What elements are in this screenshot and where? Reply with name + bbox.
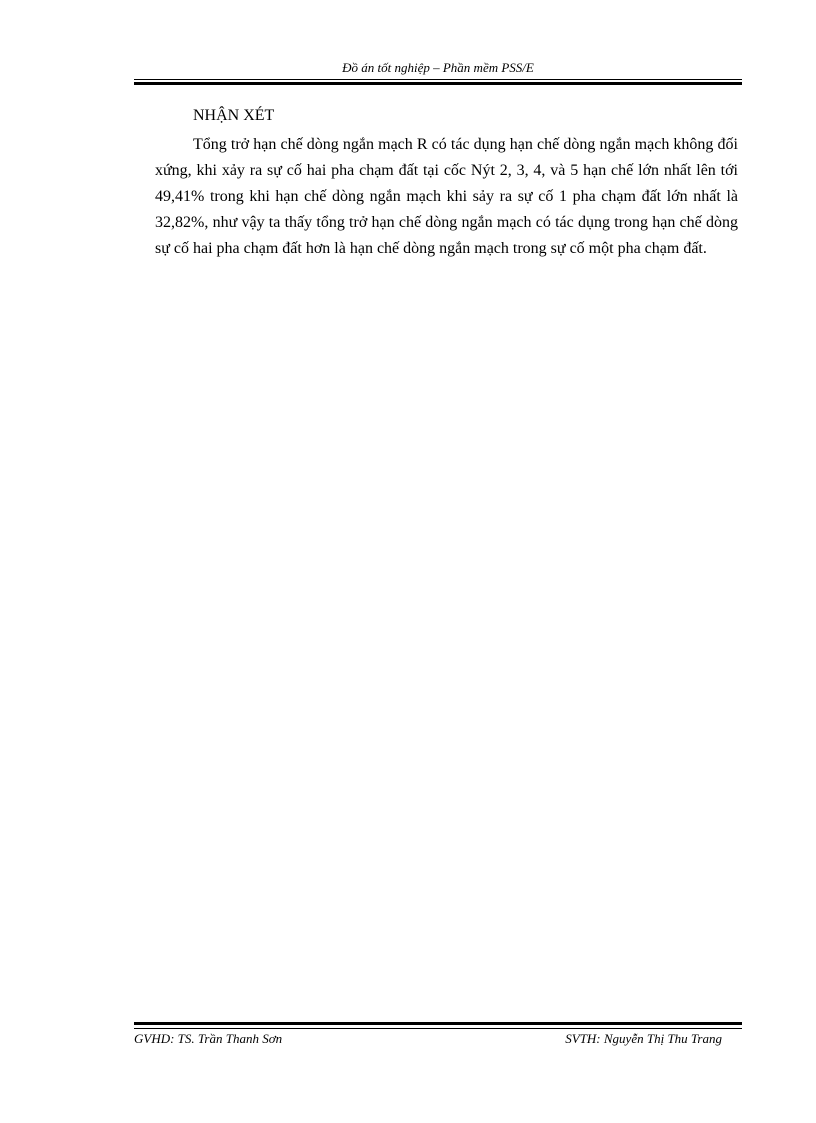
page-header-title: Đồ án tốt nghiệp – Phần mềm PSS/E (342, 60, 534, 75)
body-paragraph: Tổng trở hạn chế dòng ngắn mạch R có tác dụng hạn chế dòng ngắn mạch không đối xứng, khi xảy ra sự cố hai pha chạm đất tại cốc Nýt 2, 3, 4, và 5 hạn chế lớn nhất lên tới 49,41% trong khi hạn chế dòng ngắn mạch khi sảy ra sự cố 1 pha chạm đất lớn nhất là 32,82%, như vậy ta thấy tổng trở hạn chế dòng ngắn mạch có tác dụng trong hạn chế dòng sự cố hai pha chạm đất hơn là hạn chế dòng ngắn mạch trong sự cố một pha chạm đất. (155, 136, 738, 257)
header-divider (134, 79, 742, 85)
section-heading: NHẬN XÉT (193, 107, 275, 124)
document-body (155, 106, 738, 262)
footer-supervisor: GVHD: TS. Trần Thanh Sơn (134, 1031, 283, 1046)
footer-divider (134, 1022, 742, 1029)
footer-student: SVTH: Nguyễn Thị Thu Trang (565, 1031, 722, 1046)
